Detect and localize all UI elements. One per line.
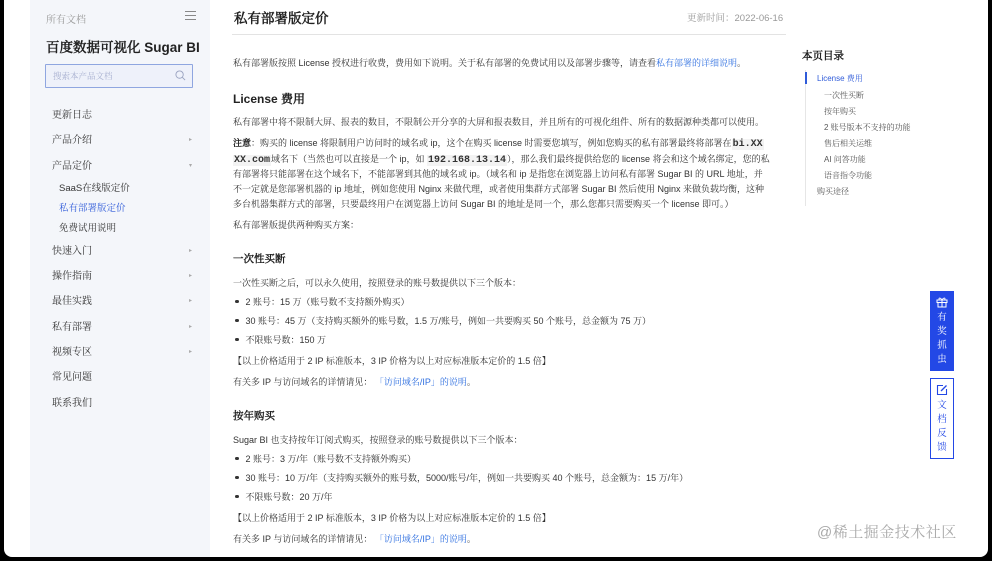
watermark: @稀土掘金技术社区: [817, 524, 957, 541]
sidebar-item-label: 快速入门: [52, 245, 92, 257]
sidebar-header: [46, 10, 196, 24]
toc-item-unsupported[interactable]: 2 账号版本不支持的功能: [824, 123, 911, 132]
toc-item-yearly[interactable]: 按年购买: [824, 107, 856, 116]
domain-code: bi.XX: [732, 139, 763, 150]
caret-right-icon: ▸: [188, 323, 192, 330]
search-box[interactable]: [45, 64, 193, 88]
bug-bounty-button[interactable]: [930, 291, 954, 371]
caret-right-icon: ▸: [188, 247, 192, 254]
sidebar-nav: [30, 103, 210, 416]
note-text: ：购买的 license 将限制用户访问时的域名或 ip，这个在购买 license 时需要您填写，例如您购买的私有部署最终将部署在: [251, 138, 732, 148]
note-label: 注意: [233, 138, 252, 148]
domain-code-cont: XX.com: [234, 155, 271, 166]
yearly-bullet: 2 账号：3 万/年（账号数不支持额外购买）: [235, 452, 416, 466]
toc-title: 本页目录: [802, 50, 844, 62]
sidebar-item-changelog[interactable]: [30, 103, 210, 128]
caret-right-icon: ▸: [188, 273, 192, 280]
sidebar-item-label: 视频专区: [52, 347, 92, 359]
doc-feedback-button[interactable]: [930, 378, 954, 459]
note-text: ），那么我们最终提供给您的 license 将会和这个域名绑定，您的私: [507, 154, 770, 164]
license-paragraph: 私有部署中将不限制大屏、报表的数目，不限制公开分享的大屏和报表数目，并且所有的可视化组件、所有的数据源种类都可以使用。: [233, 117, 765, 127]
onetime-bullet: 2 账号：15 万（账号数不支持额外购买）: [235, 295, 410, 309]
sidebar-subitem-free-trial[interactable]: 免费试用说明: [59, 222, 117, 234]
more-info-text: 有关多 IP 与访问域名的详情请见：: [233, 377, 373, 387]
search-input[interactable]: [46, 65, 166, 87]
sidebar-item-pricing[interactable]: [30, 154, 210, 179]
toc-item-voice[interactable]: 语音指令功能: [824, 171, 872, 180]
caret-right-icon: ▸: [188, 349, 192, 356]
onetime-bullet: 不限账号数：150 万: [235, 333, 326, 347]
sidebar-item-product-intro[interactable]: [30, 128, 210, 153]
app-window: [4, 0, 988, 557]
sidebar-item-videos[interactable]: [30, 340, 210, 365]
yearly-price-note: 【以上价格适用于 2 IP 标准版本，3 IP 价格为以上对应标准版本定价的 1.5 倍】: [233, 513, 551, 523]
update-time-label: 更新时间：: [687, 13, 735, 24]
toc-item-after-sales[interactable]: 售后相关运维: [824, 139, 872, 148]
update-time-value: 2022-06-16: [734, 13, 784, 24]
caret-down-icon: ▾: [188, 162, 192, 169]
sidebar-subitem-private-pricing[interactable]: 私有部署版定价: [59, 202, 126, 214]
intro-text: 私有部署版按照 License 授权进行收费，费用如下说明。关于私有部署的免费试用以及部署步骤等，请查看: [233, 58, 657, 68]
domain-ip-link[interactable]: 「访问域名/IP」的说明: [374, 377, 467, 387]
sidebar-item-guide[interactable]: [30, 264, 210, 289]
gift-icon: [936, 296, 948, 308]
note-line-3: 有部署将只能部署在这个域名下，不能部署到其他的域名或 ip。（域名和 ip 是指您在浏览器上访问私有部署 Sugar BI 的 URL 地址，并: [233, 169, 763, 179]
more-info-end: 。: [466, 534, 476, 544]
onetime-bullet: 30 账号：45 万（支持购买额外的账号数，1.5 万/账号，例如一共要购买 50 个账号，总金额为 75 万）: [235, 314, 651, 328]
sidebar-item-label: 常见问题: [52, 372, 92, 384]
sidebar-item-label: 私有部署: [52, 321, 92, 333]
note-line-4: 不一定就是您部署机器的 ip 地址，例如您使用 Nginx 来做代理，或者使用集群方式部署 Sugar BI 然后使用 Nginx 来做负载均衡，这种: [233, 184, 765, 194]
sidebar-item-label: 产品定价: [52, 160, 92, 172]
more-info-end: 。: [466, 377, 476, 387]
sidebar-item-label: 最佳实践: [52, 296, 92, 308]
yearly-bullet: 30 账号：10 万/年（支持购买额外的账号数，5000/账号/年，例如一共要购买 40 个账号，总金额为：15 万/年）: [235, 471, 688, 485]
toc-item-purchase[interactable]: 购买途径: [817, 187, 849, 196]
yearly-intro: Sugar BI 也支持按年订阅式购买，按照登录的账号数提供以下三个版本：: [233, 435, 523, 445]
search-icon[interactable]: [175, 70, 186, 81]
toc-active-marker: [805, 72, 807, 84]
more-info-text: 有关多 IP 与访问域名的详情请见：: [233, 534, 373, 544]
caret-right-icon: ▸: [188, 298, 192, 305]
heading-license-fee: License 费用: [233, 92, 306, 106]
intro-end: 。: [737, 58, 747, 68]
heading-onetime: 一次性买断: [233, 253, 286, 265]
toc-list: [805, 70, 945, 206]
bug-bounty-label: 有奖抓虫: [937, 312, 947, 365]
toc-item-license-fee[interactable]: License 费用: [817, 74, 863, 83]
caret-right-icon: ▸: [188, 137, 192, 144]
sidebar-item-private-deploy[interactable]: [30, 315, 210, 340]
yearly-more-info: [233, 532, 476, 546]
edit-icon: [936, 384, 948, 396]
list-icon[interactable]: [185, 11, 196, 21]
note-text: 域名下（当然也可以直接是一个 ip，如: [271, 154, 428, 164]
sidebar-item-faq[interactable]: [30, 365, 210, 390]
purchase-options-text: 私有部署版提供两种购买方案：: [233, 220, 360, 230]
sidebar-item-label: 更新日志: [52, 110, 92, 121]
toc-item-onetime[interactable]: 一次性买断: [824, 91, 864, 100]
title-divider: [232, 34, 786, 35]
page-title: 私有部署版定价: [234, 11, 329, 26]
sidebar-subitem-saas-pricing[interactable]: SaaS在线版定价: [59, 182, 130, 194]
sidebar-item-label: 联系我们: [52, 397, 92, 409]
doc-feedback-label: 文档反馈: [937, 400, 947, 453]
toc-item-ai-qa[interactable]: AI 问答功能: [824, 155, 866, 164]
note-line-5: 多台机器集群方式的部署，只要最终用户在浏览器上访问 Sugar BI 的地址是同一个，那么您都只需要购买一个 license 即可。）: [233, 199, 734, 209]
product-title: 百度数据可视化 Sugar BI: [46, 40, 200, 55]
sidebar-item-label: 操作指南: [52, 271, 92, 283]
all-docs-link[interactable]: 所有文档: [46, 15, 86, 26]
onetime-price-note: 【以上价格适用于 2 IP 标准版本，3 IP 价格为以上对应标准版本定价的 1.5 倍】: [233, 356, 551, 366]
sidebar-item-label: 产品介绍: [52, 135, 92, 147]
note-line-2: [233, 152, 770, 168]
heading-yearly: 按年购买: [233, 410, 275, 422]
onetime-intro: 一次性买断之后，可以永久使用，按照登录的账号数提供以下三个版本：: [233, 278, 522, 288]
note-line-1: [233, 136, 764, 152]
sidebar: [30, 0, 210, 557]
yearly-bullet: 不限账号数：20 万/年: [235, 490, 333, 504]
ip-code: 192.168.13.14: [428, 155, 507, 166]
update-time: [687, 10, 783, 24]
domain-ip-link[interactable]: 「访问域名/IP」的说明: [374, 534, 467, 544]
onetime-more-info: [233, 375, 476, 389]
sidebar-item-quickstart[interactable]: [30, 239, 210, 264]
intro-paragraph: [233, 56, 746, 70]
sidebar-item-best-practice[interactable]: [30, 289, 210, 314]
private-deploy-detail-link[interactable]: 私有部署的详细说明: [656, 58, 738, 68]
table-of-contents: [802, 48, 952, 196]
sidebar-item-contact[interactable]: [30, 391, 210, 416]
